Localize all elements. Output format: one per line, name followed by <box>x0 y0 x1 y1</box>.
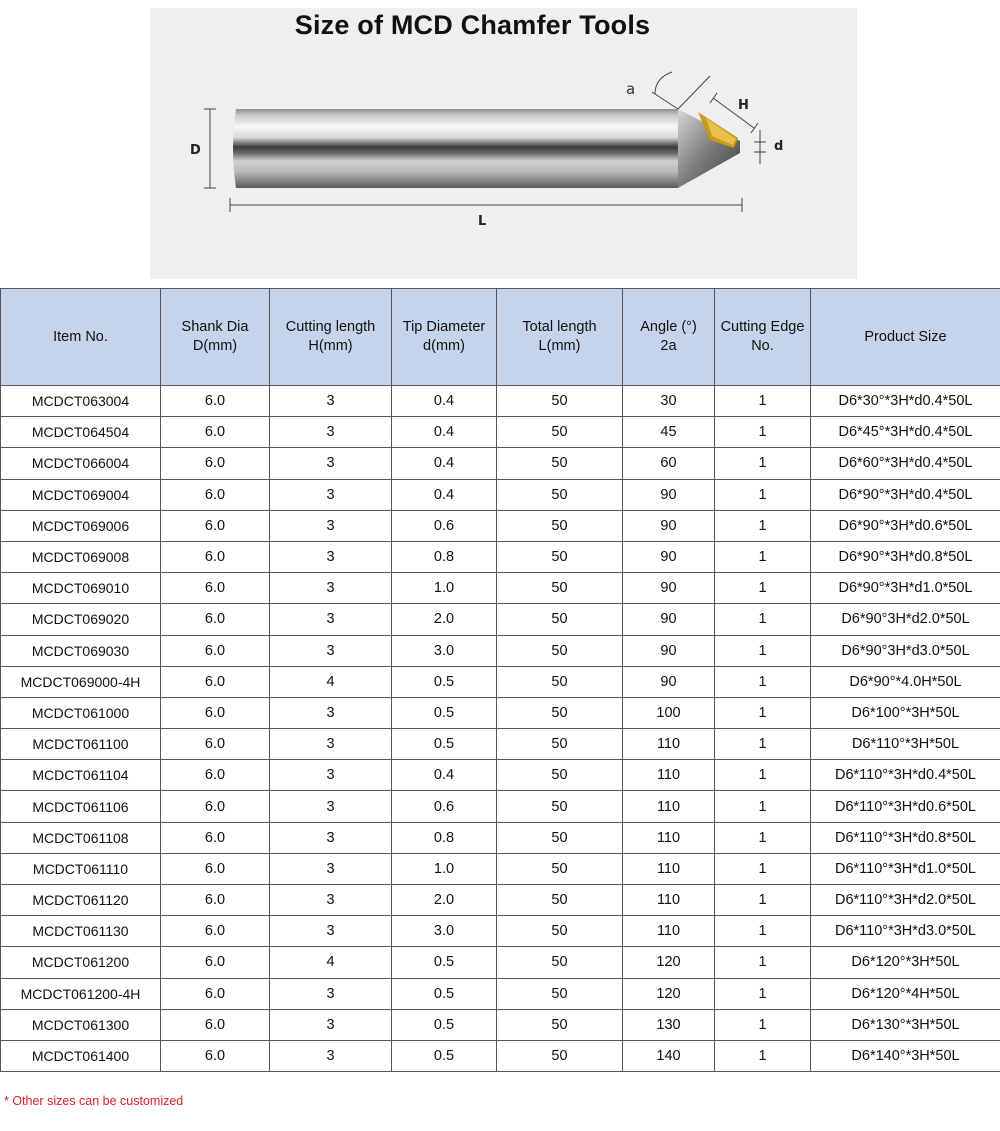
table-cell: 110 <box>623 791 715 822</box>
table-cell: 50 <box>497 666 623 697</box>
table-cell: 120 <box>623 947 715 978</box>
table-cell: 50 <box>497 1040 623 1071</box>
table-header-row <box>1 289 1000 386</box>
table-cell: 50 <box>497 635 623 666</box>
table-cell: 1 <box>715 510 811 541</box>
table-cell: 1 <box>715 916 811 947</box>
table-cell: D6*100°*3H*50L <box>811 697 1000 728</box>
column-header <box>811 289 1000 386</box>
table-cell: 90 <box>623 510 715 541</box>
table-cell: 50 <box>497 417 623 448</box>
table-cell: 30 <box>623 386 715 417</box>
table-cell: 3 <box>270 697 392 728</box>
angle-indicator <box>652 72 710 109</box>
table-cell: 50 <box>497 1009 623 1040</box>
table-cell: 4 <box>270 947 392 978</box>
table-cell: 1 <box>715 666 811 697</box>
table-cell: 3 <box>270 604 392 635</box>
table-cell: D6*45°*3H*d0.4*50L <box>811 417 1000 448</box>
column-header-line: Shank Dia <box>181 319 249 335</box>
table-cell: 90 <box>623 573 715 604</box>
table-cell: 3 <box>270 541 392 572</box>
table-cell: 90 <box>623 541 715 572</box>
table-cell: D6*110°*3H*d1.0*50L <box>811 853 1000 884</box>
tool-shank <box>233 109 678 188</box>
table-cell: 1 <box>715 947 811 978</box>
diameter-dimension <box>204 109 216 188</box>
table-cell: D6*120°*3H*50L <box>811 947 1000 978</box>
table-cell: D6*30°*3H*d0.4*50L <box>811 386 1000 417</box>
tool-diagram-panel <box>150 8 857 279</box>
table-cell: 3 <box>270 916 392 947</box>
table-cell: 6.0 <box>161 448 270 479</box>
table-cell: D6*90°3H*d2.0*50L <box>811 604 1000 635</box>
spec-table <box>0 288 1000 1072</box>
table-cell: 6.0 <box>161 635 270 666</box>
table-cell: D6*90°*4.0H*50L <box>811 666 1000 697</box>
table-cell: MCDCT061400 <box>1 1040 161 1071</box>
table-cell: 110 <box>623 822 715 853</box>
table-cell: 1 <box>715 417 811 448</box>
table-cell: 3 <box>270 885 392 916</box>
table-cell: 90 <box>623 666 715 697</box>
table-cell: 1 <box>715 386 811 417</box>
table-cell: 110 <box>623 760 715 791</box>
column-header-line: Tip Diameter <box>402 319 486 335</box>
table-cell: MCDCT061110 <box>1 853 161 884</box>
table-cell: D6*110°*3H*d0.4*50L <box>811 760 1000 791</box>
column-header-line: H(mm) <box>308 338 353 354</box>
table-row <box>1 510 1000 541</box>
tool-tip <box>678 109 740 188</box>
column-header <box>161 289 270 386</box>
table-cell: MCDCT069010 <box>1 573 161 604</box>
table-cell: 0.5 <box>392 729 497 760</box>
table-cell: 6.0 <box>161 729 270 760</box>
table-cell: 0.6 <box>392 510 497 541</box>
table-cell: D6*110°*3H*d0.6*50L <box>811 791 1000 822</box>
table-cell: 90 <box>623 604 715 635</box>
table-body <box>1 386 1000 1072</box>
table-cell: D6*90°*3H*d0.6*50L <box>811 510 1000 541</box>
table-cell: 50 <box>497 697 623 728</box>
table-cell: 0.4 <box>392 386 497 417</box>
column-header-line: Cutting length <box>285 319 376 335</box>
table-row <box>1 635 1000 666</box>
table-cell: 3.0 <box>392 635 497 666</box>
table-row <box>1 1009 1000 1040</box>
table-cell: MCDCT066004 <box>1 448 161 479</box>
table-cell: 6.0 <box>161 978 270 1009</box>
column-header-line: Cutting Edge <box>720 319 805 335</box>
table-cell: 6.0 <box>161 541 270 572</box>
table-cell: 3 <box>270 729 392 760</box>
table-cell: 50 <box>497 853 623 884</box>
table-cell: 60 <box>623 448 715 479</box>
table-cell: MCDCT061130 <box>1 916 161 947</box>
table-cell: 110 <box>623 885 715 916</box>
table-cell: 1 <box>715 853 811 884</box>
table-cell: MCDCT061120 <box>1 885 161 916</box>
table-cell: 0.4 <box>392 479 497 510</box>
table-cell: 1 <box>715 791 811 822</box>
table-cell: D6*130°*3H*50L <box>811 1009 1000 1040</box>
table-cell: 50 <box>497 386 623 417</box>
length-dimension <box>230 198 742 212</box>
column-header-line: 2a <box>660 338 677 354</box>
table-cell: D6*90°*3H*d0.8*50L <box>811 541 1000 572</box>
table-row <box>1 417 1000 448</box>
table-cell: 50 <box>497 541 623 572</box>
table-cell: 3 <box>270 417 392 448</box>
table-cell: 6.0 <box>161 947 270 978</box>
table-cell: 2.0 <box>392 604 497 635</box>
table-cell: 3 <box>270 853 392 884</box>
table-cell: 130 <box>623 1009 715 1040</box>
table-cell: 3 <box>270 635 392 666</box>
table-cell: 6.0 <box>161 417 270 448</box>
table-cell: 0.6 <box>392 791 497 822</box>
label-D: D <box>190 143 201 158</box>
table-cell: 50 <box>497 448 623 479</box>
table-row <box>1 978 1000 1009</box>
customization-note: * Other sizes can be customized <box>4 1094 184 1108</box>
table-row <box>1 697 1000 728</box>
table-row <box>1 822 1000 853</box>
table-row <box>1 791 1000 822</box>
table-row <box>1 853 1000 884</box>
table-cell: MCDCT061000 <box>1 697 161 728</box>
table-cell: 6.0 <box>161 666 270 697</box>
table-cell: 0.4 <box>392 760 497 791</box>
table-cell: 3 <box>270 386 392 417</box>
table-cell: 50 <box>497 822 623 853</box>
table-cell: 3 <box>270 760 392 791</box>
table-cell: 1 <box>715 885 811 916</box>
table-cell: 6.0 <box>161 479 270 510</box>
table-cell: 1 <box>715 1040 811 1071</box>
table-cell: 1 <box>715 1009 811 1040</box>
table-cell: MCDCT064504 <box>1 417 161 448</box>
table-cell: 140 <box>623 1040 715 1071</box>
table-cell: 50 <box>497 978 623 1009</box>
table-cell: 110 <box>623 853 715 884</box>
column-header-line: No. <box>751 338 774 354</box>
column-header-line: Total length <box>522 319 597 335</box>
table-cell: 1 <box>715 448 811 479</box>
table-cell: 3 <box>270 822 392 853</box>
table-cell: 1 <box>715 573 811 604</box>
table-cell: MCDCT063004 <box>1 386 161 417</box>
table-cell: 1 <box>715 604 811 635</box>
table-cell: D6*140°*3H*50L <box>811 1040 1000 1071</box>
table-row <box>1 916 1000 947</box>
table-cell: D6*120°*4H*50L <box>811 978 1000 1009</box>
table-cell: MCDCT061200-4H <box>1 978 161 1009</box>
table-row <box>1 1040 1000 1071</box>
table-row <box>1 947 1000 978</box>
table-cell: MCDCT069008 <box>1 541 161 572</box>
column-header-line: Angle (°) <box>640 319 697 335</box>
column-header <box>715 289 811 386</box>
table-cell: 90 <box>623 479 715 510</box>
table-cell: 0.5 <box>392 947 497 978</box>
table-cell: MCDCT069004 <box>1 479 161 510</box>
table-row <box>1 479 1000 510</box>
table-cell: 3 <box>270 791 392 822</box>
column-header-line: L(mm) <box>538 338 581 354</box>
table-cell: MCDCT061300 <box>1 1009 161 1040</box>
table-cell: 1 <box>715 978 811 1009</box>
table-cell: 50 <box>497 573 623 604</box>
table-cell: 50 <box>497 479 623 510</box>
table-cell: 1.0 <box>392 573 497 604</box>
table-row <box>1 604 1000 635</box>
table-cell: 3 <box>270 479 392 510</box>
column-header <box>623 289 715 386</box>
table-row <box>1 541 1000 572</box>
table-cell: D6*110°*3H*d2.0*50L <box>811 885 1000 916</box>
column-header <box>1 289 161 386</box>
table-row <box>1 760 1000 791</box>
table-cell: 6.0 <box>161 386 270 417</box>
table-cell: 0.5 <box>392 1009 497 1040</box>
table-cell: 0.8 <box>392 822 497 853</box>
column-header <box>497 289 623 386</box>
column-header-line: d(mm) <box>423 338 465 354</box>
table-cell: 50 <box>497 604 623 635</box>
figure-title: Size of MCD Chamfer Tools <box>294 10 651 40</box>
table-cell: 0.4 <box>392 448 497 479</box>
table-cell: 1 <box>715 479 811 510</box>
table-cell: MCDCT061104 <box>1 760 161 791</box>
table-cell: MCDCT069030 <box>1 635 161 666</box>
table-cell: D6*110°*3H*d0.8*50L <box>811 822 1000 853</box>
table-cell: 3 <box>270 1040 392 1071</box>
table-cell: 50 <box>497 729 623 760</box>
table-cell: D6*90°3H*d3.0*50L <box>811 635 1000 666</box>
table-row <box>1 448 1000 479</box>
label-L: L <box>478 214 487 229</box>
table-cell: 110 <box>623 729 715 760</box>
table-cell: 0.4 <box>392 417 497 448</box>
table-cell: 0.5 <box>392 1040 497 1071</box>
table-cell: D6*90°*3H*d1.0*50L <box>811 573 1000 604</box>
table-cell: MCDCT061100 <box>1 729 161 760</box>
column-header-line: Item No. <box>53 328 108 345</box>
table-cell: 50 <box>497 947 623 978</box>
table-cell: 50 <box>497 791 623 822</box>
table-cell: 100 <box>623 697 715 728</box>
table-cell: 6.0 <box>161 822 270 853</box>
table-cell: 50 <box>497 510 623 541</box>
table-cell: 6.0 <box>161 885 270 916</box>
table-cell: 1 <box>715 822 811 853</box>
table-cell: 1 <box>715 729 811 760</box>
table-row <box>1 729 1000 760</box>
table-cell: 1 <box>715 635 811 666</box>
column-header-line: D(mm) <box>192 338 238 354</box>
table-cell: 6.0 <box>161 791 270 822</box>
table-row <box>1 885 1000 916</box>
table-cell: MCDCT061106 <box>1 791 161 822</box>
table-cell: 0.5 <box>392 697 497 728</box>
table-cell: 2.0 <box>392 885 497 916</box>
table-cell: D6*60°*3H*d0.4*50L <box>811 448 1000 479</box>
tip-diameter-dimension <box>754 130 766 164</box>
table-cell: 1 <box>715 541 811 572</box>
label-H: H <box>738 98 749 113</box>
table-cell: 6.0 <box>161 916 270 947</box>
table-row <box>1 386 1000 417</box>
table-cell: 50 <box>497 916 623 947</box>
table-cell: 6.0 <box>161 760 270 791</box>
table-cell: 1.0 <box>392 853 497 884</box>
table-cell: MCDCT061200 <box>1 947 161 978</box>
table-cell: 3 <box>270 573 392 604</box>
table-cell: 110 <box>623 916 715 947</box>
table-cell: 1 <box>715 760 811 791</box>
table-cell: 6.0 <box>161 853 270 884</box>
table-cell: MCDCT069000-4H <box>1 666 161 697</box>
table-cell: 90 <box>623 635 715 666</box>
label-a: a <box>626 80 636 98</box>
table-cell: 6.0 <box>161 604 270 635</box>
table-cell: MCDCT069020 <box>1 604 161 635</box>
table-cell: 0.5 <box>392 666 497 697</box>
table-cell: 50 <box>497 760 623 791</box>
table-cell: 6.0 <box>161 697 270 728</box>
table-row <box>1 573 1000 604</box>
table-row <box>1 666 1000 697</box>
column-header <box>392 289 497 386</box>
table-cell: 3.0 <box>392 916 497 947</box>
chamfer-tool-diagram <box>150 8 857 279</box>
table-cell: D6*90°*3H*d0.4*50L <box>811 479 1000 510</box>
table-cell: 45 <box>623 417 715 448</box>
label-d: d <box>774 139 784 154</box>
table-cell: 6.0 <box>161 1009 270 1040</box>
column-header <box>270 289 392 386</box>
table-cell: MCDCT069006 <box>1 510 161 541</box>
table-cell: 50 <box>497 885 623 916</box>
table-cell: D6*110°*3H*d3.0*50L <box>811 916 1000 947</box>
table-cell: 6.0 <box>161 573 270 604</box>
table-cell: 1 <box>715 697 811 728</box>
table-cell: 3 <box>270 1009 392 1040</box>
table-cell: 3 <box>270 448 392 479</box>
table-cell: 0.8 <box>392 541 497 572</box>
table-cell: 6.0 <box>161 510 270 541</box>
table-cell: 4 <box>270 666 392 697</box>
table-cell: 0.5 <box>392 978 497 1009</box>
table-cell: 6.0 <box>161 1040 270 1071</box>
table-cell: D6*110°*3H*50L <box>811 729 1000 760</box>
table-cell: MCDCT061108 <box>1 822 161 853</box>
table-cell: 3 <box>270 978 392 1009</box>
table-cell: 120 <box>623 978 715 1009</box>
table-cell: 3 <box>270 510 392 541</box>
column-header-line: Product Size <box>864 328 947 345</box>
